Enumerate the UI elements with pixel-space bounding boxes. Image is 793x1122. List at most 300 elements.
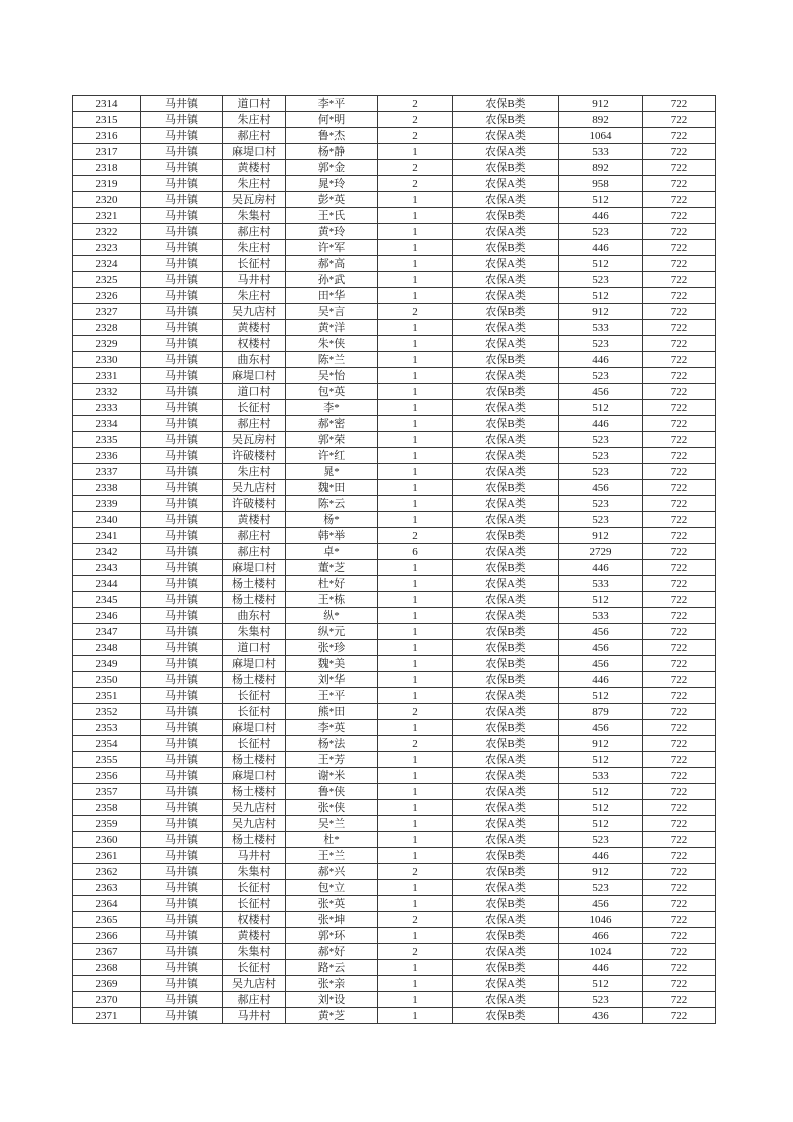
table-cell: 郭*荣	[286, 432, 378, 448]
table-cell: 张*坤	[286, 912, 378, 928]
table-cell: 农保A类	[453, 272, 559, 288]
table-row	[73, 592, 716, 608]
table-cell: 农保B类	[453, 384, 559, 400]
table-cell: 马井镇	[141, 864, 223, 880]
table-row	[73, 960, 716, 976]
table-cell: 722	[643, 240, 716, 256]
table-cell: 512	[559, 816, 643, 832]
table-row	[73, 912, 716, 928]
table-row	[73, 96, 716, 112]
table-cell: 1	[378, 992, 453, 1008]
table-cell: 446	[559, 560, 643, 576]
table-cell: 道口村	[223, 96, 286, 112]
table-cell: 马井镇	[141, 464, 223, 480]
table-cell: 路*云	[286, 960, 378, 976]
table-cell: 446	[559, 352, 643, 368]
table-cell: 马井镇	[141, 608, 223, 624]
table-cell: 2331	[73, 368, 141, 384]
table-cell: 马井镇	[141, 400, 223, 416]
table-cell: 2316	[73, 128, 141, 144]
table-cell: 1	[378, 576, 453, 592]
table-cell: 533	[559, 576, 643, 592]
table-cell: 1	[378, 656, 453, 672]
table-cell: 1	[378, 592, 453, 608]
table-cell: 马井镇	[141, 976, 223, 992]
table-cell: 马井镇	[141, 208, 223, 224]
table-cell: 郝庄村	[223, 416, 286, 432]
table-cell: 魏*田	[286, 480, 378, 496]
table-cell: 杜*好	[286, 576, 378, 592]
table-cell: 2339	[73, 496, 141, 512]
table-row	[73, 448, 716, 464]
table-cell: 722	[643, 944, 716, 960]
table-cell: 2324	[73, 256, 141, 272]
table-cell: 吴九店村	[223, 800, 286, 816]
table-cell: 孙*武	[286, 272, 378, 288]
table-row	[73, 304, 716, 320]
table-cell: 麻堤口村	[223, 368, 286, 384]
table-cell: 722	[643, 688, 716, 704]
table-cell: 农保A类	[453, 512, 559, 528]
table-cell: 马井镇	[141, 880, 223, 896]
table-cell: 黄*玲	[286, 224, 378, 240]
table-row	[73, 656, 716, 672]
table-cell: 2352	[73, 704, 141, 720]
table-cell: 农保A类	[453, 688, 559, 704]
table-cell: 512	[559, 288, 643, 304]
table-cell: 马井镇	[141, 368, 223, 384]
table-cell: 722	[643, 144, 716, 160]
table-cell: 722	[643, 976, 716, 992]
table-cell: 2357	[73, 784, 141, 800]
table-row	[73, 368, 716, 384]
table-cell: 长征村	[223, 688, 286, 704]
table-cell: 456	[559, 656, 643, 672]
table-cell: 杨土楼村	[223, 832, 286, 848]
table-cell: 农保A类	[453, 768, 559, 784]
table-row	[73, 128, 716, 144]
table-cell: 512	[559, 976, 643, 992]
table-cell: 王*平	[286, 688, 378, 704]
table-cell: 1046	[559, 912, 643, 928]
table-cell: 马井镇	[141, 816, 223, 832]
table-cell: 马井镇	[141, 96, 223, 112]
table-cell: 郝庄村	[223, 224, 286, 240]
table-cell: 农保A类	[453, 224, 559, 240]
table-row	[73, 432, 716, 448]
table-row	[73, 896, 716, 912]
table-cell: 2314	[73, 96, 141, 112]
table-cell: 523	[559, 448, 643, 464]
table-row	[73, 272, 716, 288]
table-cell: 杨土楼村	[223, 752, 286, 768]
table-cell: 2341	[73, 528, 141, 544]
table-cell: 2322	[73, 224, 141, 240]
table-cell: 2338	[73, 480, 141, 496]
table-cell: 马井镇	[141, 144, 223, 160]
table-cell: 1	[378, 976, 453, 992]
table-row	[73, 528, 716, 544]
table-cell: 1	[378, 848, 453, 864]
table-cell: 许破楼村	[223, 448, 286, 464]
table-cell: 912	[559, 96, 643, 112]
table-row	[73, 864, 716, 880]
table-cell: 马井镇	[141, 688, 223, 704]
table-cell: 892	[559, 112, 643, 128]
table-cell: 杨*静	[286, 144, 378, 160]
table-cell: 1	[378, 672, 453, 688]
table-cell: 麻堤口村	[223, 768, 286, 784]
table-row	[73, 784, 716, 800]
table-cell: 吴九店村	[223, 480, 286, 496]
table-cell: 722	[643, 96, 716, 112]
table-cell: 王*兰	[286, 848, 378, 864]
table-cell: 446	[559, 208, 643, 224]
table-cell: 1	[378, 256, 453, 272]
table-cell: 722	[643, 992, 716, 1008]
table-cell: 1	[378, 432, 453, 448]
table-row	[73, 976, 716, 992]
table-cell: 农保B类	[453, 640, 559, 656]
table-cell: 许*军	[286, 240, 378, 256]
table-row	[73, 816, 716, 832]
table-cell: 马井村	[223, 1008, 286, 1024]
table-cell: 权楼村	[223, 912, 286, 928]
table-cell: 农保A类	[453, 944, 559, 960]
table-cell: 2	[378, 704, 453, 720]
table-row	[73, 512, 716, 528]
table-cell: 张*英	[286, 896, 378, 912]
table-cell: 2350	[73, 672, 141, 688]
table-cell: 1	[378, 768, 453, 784]
table-row	[73, 624, 716, 640]
table-cell: 722	[643, 384, 716, 400]
table-cell: 722	[643, 592, 716, 608]
table-cell: 马井镇	[141, 640, 223, 656]
table-cell: 农保A类	[453, 320, 559, 336]
table-row	[73, 576, 716, 592]
table-cell: 朱庄村	[223, 176, 286, 192]
table-cell: 722	[643, 720, 716, 736]
table-cell: 朱集村	[223, 208, 286, 224]
table-cell: 2366	[73, 928, 141, 944]
table-cell: 杨土楼村	[223, 672, 286, 688]
table-cell: 2356	[73, 768, 141, 784]
table-cell: 722	[643, 272, 716, 288]
table-cell: 吴九店村	[223, 304, 286, 320]
table-cell: 2370	[73, 992, 141, 1008]
table-cell: 2326	[73, 288, 141, 304]
table-cell: 熊*田	[286, 704, 378, 720]
table-cell: 马井镇	[141, 784, 223, 800]
table-cell: 郭*环	[286, 928, 378, 944]
table-cell: 马井镇	[141, 736, 223, 752]
table-cell: 农保B类	[453, 528, 559, 544]
table-cell: 446	[559, 240, 643, 256]
table-row	[73, 496, 716, 512]
table-cell: 马井镇	[141, 320, 223, 336]
table-cell: 李*平	[286, 96, 378, 112]
table-cell: 722	[643, 1008, 716, 1024]
table-cell: 722	[643, 800, 716, 816]
table-cell: 马井镇	[141, 384, 223, 400]
table-cell: 533	[559, 608, 643, 624]
table-cell: 722	[643, 464, 716, 480]
table-cell: 523	[559, 336, 643, 352]
table-cell: 6	[378, 544, 453, 560]
table-row	[73, 288, 716, 304]
table-cell: 2363	[73, 880, 141, 896]
table-cell: 2319	[73, 176, 141, 192]
table-cell: 1	[378, 352, 453, 368]
table-cell: 马井镇	[141, 1008, 223, 1024]
table-cell: 722	[643, 784, 716, 800]
table-cell: 农保A类	[453, 832, 559, 848]
table-cell: 马井镇	[141, 752, 223, 768]
table-row	[73, 944, 716, 960]
table-cell: 农保A类	[453, 336, 559, 352]
table-cell: 722	[643, 528, 716, 544]
table-cell: 权楼村	[223, 336, 286, 352]
table-cell: 2323	[73, 240, 141, 256]
table-cell: 436	[559, 1008, 643, 1024]
table-cell: 马井镇	[141, 928, 223, 944]
table-cell: 麻堤口村	[223, 656, 286, 672]
table-cell: 2	[378, 304, 453, 320]
table-cell: 2	[378, 96, 453, 112]
table-cell: 谢*米	[286, 768, 378, 784]
table-cell: 农保B类	[453, 720, 559, 736]
table-cell: 722	[643, 416, 716, 432]
table-cell: 农保B类	[453, 208, 559, 224]
table-cell: 456	[559, 640, 643, 656]
table-cell: 722	[643, 448, 716, 464]
table-cell: 2362	[73, 864, 141, 880]
table-cell: 朱*侠	[286, 336, 378, 352]
table-cell: 马井村	[223, 848, 286, 864]
table-cell: 722	[643, 928, 716, 944]
table-cell: 2329	[73, 336, 141, 352]
table-cell: 722	[643, 480, 716, 496]
table-cell: 446	[559, 416, 643, 432]
table-cell: 张*侠	[286, 800, 378, 816]
table-cell: 吴瓦房村	[223, 432, 286, 448]
table-cell: 农保A类	[453, 464, 559, 480]
table-cell: 马井镇	[141, 272, 223, 288]
table-cell: 马井镇	[141, 432, 223, 448]
table-row	[73, 608, 716, 624]
table-cell: 农保B类	[453, 624, 559, 640]
table-cell: 446	[559, 848, 643, 864]
table-cell: 722	[643, 752, 716, 768]
table-cell: 马井镇	[141, 768, 223, 784]
table-cell: 512	[559, 192, 643, 208]
table-cell: 1064	[559, 128, 643, 144]
table-cell: 722	[643, 160, 716, 176]
table-cell: 马井镇	[141, 512, 223, 528]
table-cell: 吴*怡	[286, 368, 378, 384]
table-cell: 马井镇	[141, 992, 223, 1008]
table-cell: 1	[378, 464, 453, 480]
table-row	[73, 192, 716, 208]
table-row	[73, 464, 716, 480]
table-cell: 446	[559, 960, 643, 976]
table-row	[73, 640, 716, 656]
table-cell: 郝庄村	[223, 528, 286, 544]
table-cell: 2	[378, 128, 453, 144]
table-cell: 农保A类	[453, 800, 559, 816]
table-cell: 722	[643, 320, 716, 336]
table-cell: 郭*金	[286, 160, 378, 176]
table-cell: 523	[559, 880, 643, 896]
table-cell: 2333	[73, 400, 141, 416]
table-cell: 马井镇	[141, 560, 223, 576]
table-cell: 2359	[73, 816, 141, 832]
table-row	[73, 320, 716, 336]
table-cell: 1	[378, 1008, 453, 1024]
table-cell: 1024	[559, 944, 643, 960]
table-cell: 912	[559, 528, 643, 544]
table-cell: 523	[559, 512, 643, 528]
table-row	[73, 720, 716, 736]
table-cell: 农保A类	[453, 544, 559, 560]
table-row	[73, 400, 716, 416]
table-cell: 1	[378, 928, 453, 944]
table-cell: 马井镇	[141, 544, 223, 560]
table-cell: 446	[559, 672, 643, 688]
table-cell: 农保B类	[453, 160, 559, 176]
table-row	[73, 208, 716, 224]
table-cell: 722	[643, 352, 716, 368]
table-cell: 512	[559, 752, 643, 768]
table-cell: 田*华	[286, 288, 378, 304]
table-cell: 鲁*侠	[286, 784, 378, 800]
table-cell: 马井镇	[141, 944, 223, 960]
table-cell: 马井镇	[141, 304, 223, 320]
table-cell: 1	[378, 880, 453, 896]
table-cell: 2328	[73, 320, 141, 336]
table-cell: 722	[643, 176, 716, 192]
table-cell: 722	[643, 208, 716, 224]
table-row	[73, 848, 716, 864]
table-cell: 2318	[73, 160, 141, 176]
table-cell: 杜*	[286, 832, 378, 848]
table-row	[73, 800, 716, 816]
table-cell: 张*亲	[286, 976, 378, 992]
table-cell: 2	[378, 160, 453, 176]
table-cell: 黄楼村	[223, 160, 286, 176]
table-cell: 朱庄村	[223, 464, 286, 480]
table-cell: 农保A类	[453, 912, 559, 928]
table-cell: 纵*	[286, 608, 378, 624]
table-row	[73, 928, 716, 944]
table-cell: 2355	[73, 752, 141, 768]
table-cell: 523	[559, 992, 643, 1008]
table-cell: 农保A类	[453, 880, 559, 896]
table-cell: 2334	[73, 416, 141, 432]
table-cell: 农保A类	[453, 592, 559, 608]
table-cell: 892	[559, 160, 643, 176]
table-cell: 马井镇	[141, 960, 223, 976]
table-cell: 722	[643, 736, 716, 752]
table-cell: 农保B类	[453, 1008, 559, 1024]
table-cell: 2349	[73, 656, 141, 672]
table-cell: 2358	[73, 800, 141, 816]
table-cell: 2371	[73, 1008, 141, 1024]
table-row	[73, 176, 716, 192]
table-cell: 2365	[73, 912, 141, 928]
table-cell: 麻堤口村	[223, 720, 286, 736]
table-cell: 2367	[73, 944, 141, 960]
table-cell: 1	[378, 336, 453, 352]
table-cell: 郝庄村	[223, 992, 286, 1008]
table-cell: 麻堤口村	[223, 144, 286, 160]
table-cell: 2	[378, 176, 453, 192]
table-cell: 466	[559, 928, 643, 944]
table-cell: 2	[378, 864, 453, 880]
table-cell: 农保A类	[453, 368, 559, 384]
table-cell: 722	[643, 432, 716, 448]
table-cell: 曲东村	[223, 608, 286, 624]
table-cell: 512	[559, 784, 643, 800]
table-cell: 2345	[73, 592, 141, 608]
table-cell: 1	[378, 624, 453, 640]
table-cell: 2337	[73, 464, 141, 480]
table-cell: 533	[559, 768, 643, 784]
table-cell: 农保A类	[453, 496, 559, 512]
table-cell: 韩*举	[286, 528, 378, 544]
table-cell: 农保A类	[453, 816, 559, 832]
table-cell: 1	[378, 208, 453, 224]
table-cell: 农保A类	[453, 432, 559, 448]
table-cell: 杨*法	[286, 736, 378, 752]
table-cell: 879	[559, 704, 643, 720]
table-cell: 王*氏	[286, 208, 378, 224]
table-cell: 2335	[73, 432, 141, 448]
table-cell: 2368	[73, 960, 141, 976]
table-cell: 1	[378, 480, 453, 496]
table-cell: 马井镇	[141, 176, 223, 192]
table-cell: 马井镇	[141, 448, 223, 464]
table-cell: 马井镇	[141, 496, 223, 512]
table-cell: 1	[378, 832, 453, 848]
table-cell: 523	[559, 432, 643, 448]
table-cell: 农保A类	[453, 176, 559, 192]
table-cell: 农保A类	[453, 256, 559, 272]
table-row	[73, 880, 716, 896]
table-cell: 吴九店村	[223, 976, 286, 992]
table-cell: 722	[643, 848, 716, 864]
table-cell: 马井镇	[141, 656, 223, 672]
table-cell: 马井镇	[141, 160, 223, 176]
table-cell: 马井镇	[141, 720, 223, 736]
table-cell: 2315	[73, 112, 141, 128]
table-cell: 朱集村	[223, 624, 286, 640]
table-cell: 512	[559, 256, 643, 272]
table-cell: 2325	[73, 272, 141, 288]
table-cell: 马井镇	[141, 592, 223, 608]
table-cell: 533	[559, 144, 643, 160]
table-cell: 722	[643, 368, 716, 384]
table-row	[73, 480, 716, 496]
table-cell: 523	[559, 832, 643, 848]
table-row	[73, 672, 716, 688]
table-cell: 马井镇	[141, 848, 223, 864]
table-row	[73, 1008, 716, 1024]
table-cell: 1	[378, 224, 453, 240]
table-cell: 722	[643, 256, 716, 272]
table-cell: 722	[643, 656, 716, 672]
